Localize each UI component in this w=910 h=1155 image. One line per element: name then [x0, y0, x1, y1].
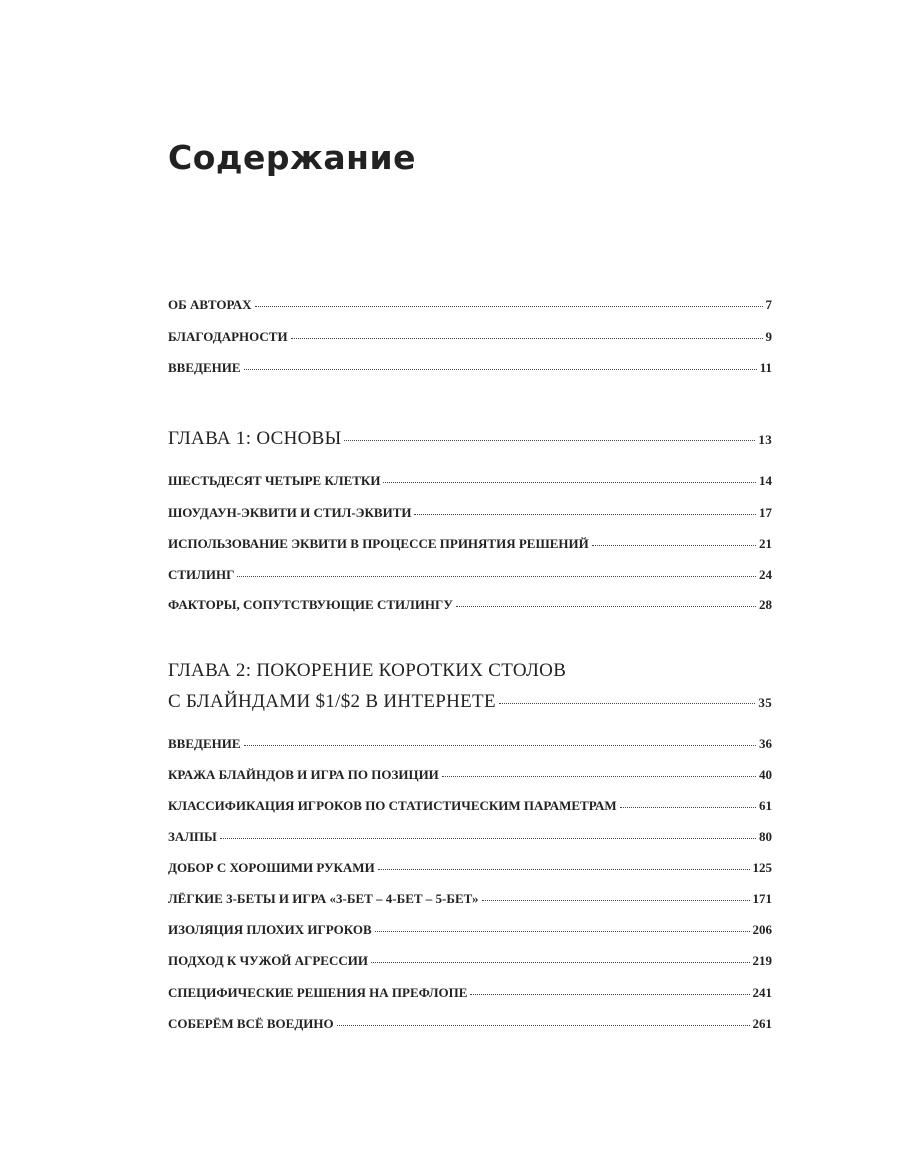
toc-entry[interactable] [168, 736, 772, 752]
toc-entry-label: ИСПОЛЬЗОВАНИЕ ЭКВИТИ В ПРОЦЕССЕ ПРИНЯТИЯ РЕШЕНИЙ [168, 536, 589, 551]
dot-leader [592, 545, 756, 546]
dot-leader [244, 745, 756, 746]
toc-entry[interactable] [168, 329, 772, 345]
toc-entry[interactable] [168, 473, 772, 489]
toc-entry-page: 36 [759, 736, 772, 751]
toc-entry-label: КЛАССИФИКАЦИЯ ИГРОКОВ ПО СТАТИСТИЧЕСКИМ ПАРАМЕТРАМ [168, 798, 617, 813]
dot-leader [482, 900, 750, 901]
toc-entry-page: 61 [759, 798, 772, 813]
toc-entry-page: 125 [752, 860, 772, 875]
toc-entry[interactable] [168, 360, 772, 376]
chapter-page: 35 [758, 695, 772, 710]
toc-entry[interactable] [168, 297, 772, 313]
toc-entry[interactable] [168, 536, 772, 552]
toc-entry[interactable] [168, 798, 772, 814]
toc-entry-label: ФАКТОРЫ, СОПУТСТВУЮЩИЕ СТИЛИНГУ [168, 597, 453, 612]
toc-entry-label: ШОУДАУН-ЭКВИТИ И СТИЛ-ЭКВИТИ [168, 505, 412, 520]
dot-leader [620, 807, 756, 808]
dot-leader [244, 369, 757, 370]
dot-leader [337, 1025, 750, 1026]
toc-entry-label: ВВЕДЕНИЕ [168, 360, 241, 375]
toc-entry-page: 24 [759, 567, 772, 582]
toc-entry-label: КРАЖА БЛАЙНДОВ И ИГРА ПО ПОЗИЦИИ [168, 767, 439, 782]
toc-entry[interactable] [168, 860, 772, 876]
toc-entry[interactable] [168, 597, 772, 613]
page-title: Содержание [168, 138, 416, 177]
dot-leader [442, 776, 756, 777]
toc-entry-label: ДОБОР С ХОРОШИМИ РУКАМИ [168, 860, 375, 875]
toc-entry-page: 9 [765, 329, 772, 344]
toc-chapter-2[interactable] [168, 691, 772, 713]
toc-entry-page: 219 [752, 953, 772, 968]
toc-entry-label: ШЕСТЬДЕСЯТ ЧЕТЫРЕ КЛЕТКИ [168, 473, 381, 488]
toc-entry-page: 241 [752, 985, 772, 1000]
toc-entry-page: 7 [765, 297, 772, 312]
toc-entry[interactable] [168, 505, 772, 521]
dot-leader [237, 576, 756, 577]
dot-leader [375, 931, 750, 932]
toc-entry-label: СПЕЦИФИЧЕСКИЕ РЕШЕНИЯ НА ПРЕФЛОПЕ [168, 985, 468, 1000]
toc-entry-page: 14 [759, 473, 772, 488]
toc-entry-label: ОБ АВТОРАХ [168, 297, 252, 312]
toc-entry-page: 206 [752, 922, 772, 937]
toc-entry-label: ЗАЛПЫ [168, 829, 217, 844]
toc-entry-page: 17 [759, 505, 772, 520]
toc-entry-page: 28 [759, 597, 772, 612]
dot-leader [383, 482, 756, 483]
toc-entry-page: 11 [759, 360, 772, 375]
toc-entry-page: 21 [759, 536, 772, 551]
toc-entry[interactable] [168, 1016, 772, 1032]
dot-leader [291, 338, 763, 339]
toc-entry-label: ВВЕДЕНИЕ [168, 736, 241, 751]
dot-leader [378, 869, 750, 870]
toc-entry[interactable] [168, 985, 772, 1001]
toc-entry[interactable] [168, 767, 772, 783]
toc-entry-page: 261 [752, 1016, 772, 1031]
dot-leader [414, 514, 756, 515]
toc-entry-label: СТИЛИНГ [168, 567, 235, 582]
chapter-title-line2: С БЛАЙНДАМИ $1/$2 В ИНТЕРНЕТЕ [168, 691, 496, 712]
dot-leader [456, 606, 756, 607]
dot-leader [344, 440, 755, 441]
chapter-2-title-line1[interactable]: ГЛАВА 2: ПОКОРЕНИЕ КОРОТКИХ СТОЛОВ [168, 660, 567, 681]
toc-chapter-1[interactable] [168, 428, 772, 450]
toc-entry-label: СОБЕРЁМ ВСЁ ВОЕДИНО [168, 1016, 334, 1031]
chapter-page: 13 [758, 432, 772, 447]
toc-entry-label: ЛЁГКИЕ 3-БЕТЫ И ИГРА «3-БЕТ – 4-БЕТ – 5-БЕТ» [168, 891, 479, 906]
dot-leader [499, 703, 756, 704]
toc-entry[interactable] [168, 567, 772, 583]
toc-entry[interactable] [168, 891, 772, 907]
toc-entry[interactable] [168, 922, 772, 938]
dot-leader [371, 962, 750, 963]
toc-entry-label: БЛАГОДАРНОСТИ [168, 329, 288, 344]
toc-entry[interactable] [168, 953, 772, 969]
dot-leader [470, 994, 749, 995]
toc-entry-page: 40 [759, 767, 772, 782]
chapter-title: ГЛАВА 1: ОСНОВЫ [168, 428, 342, 449]
dot-leader [255, 306, 763, 307]
toc-entry-page: 171 [752, 891, 772, 906]
toc-entry-label: ИЗОЛЯЦИЯ ПЛОХИХ ИГРОКОВ [168, 922, 372, 937]
toc-entry[interactable] [168, 829, 772, 845]
toc-entry-label: ПОДХОД К ЧУЖОЙ АГРЕССИИ [168, 953, 368, 968]
dot-leader [220, 838, 756, 839]
toc-entry-page: 80 [759, 829, 772, 844]
